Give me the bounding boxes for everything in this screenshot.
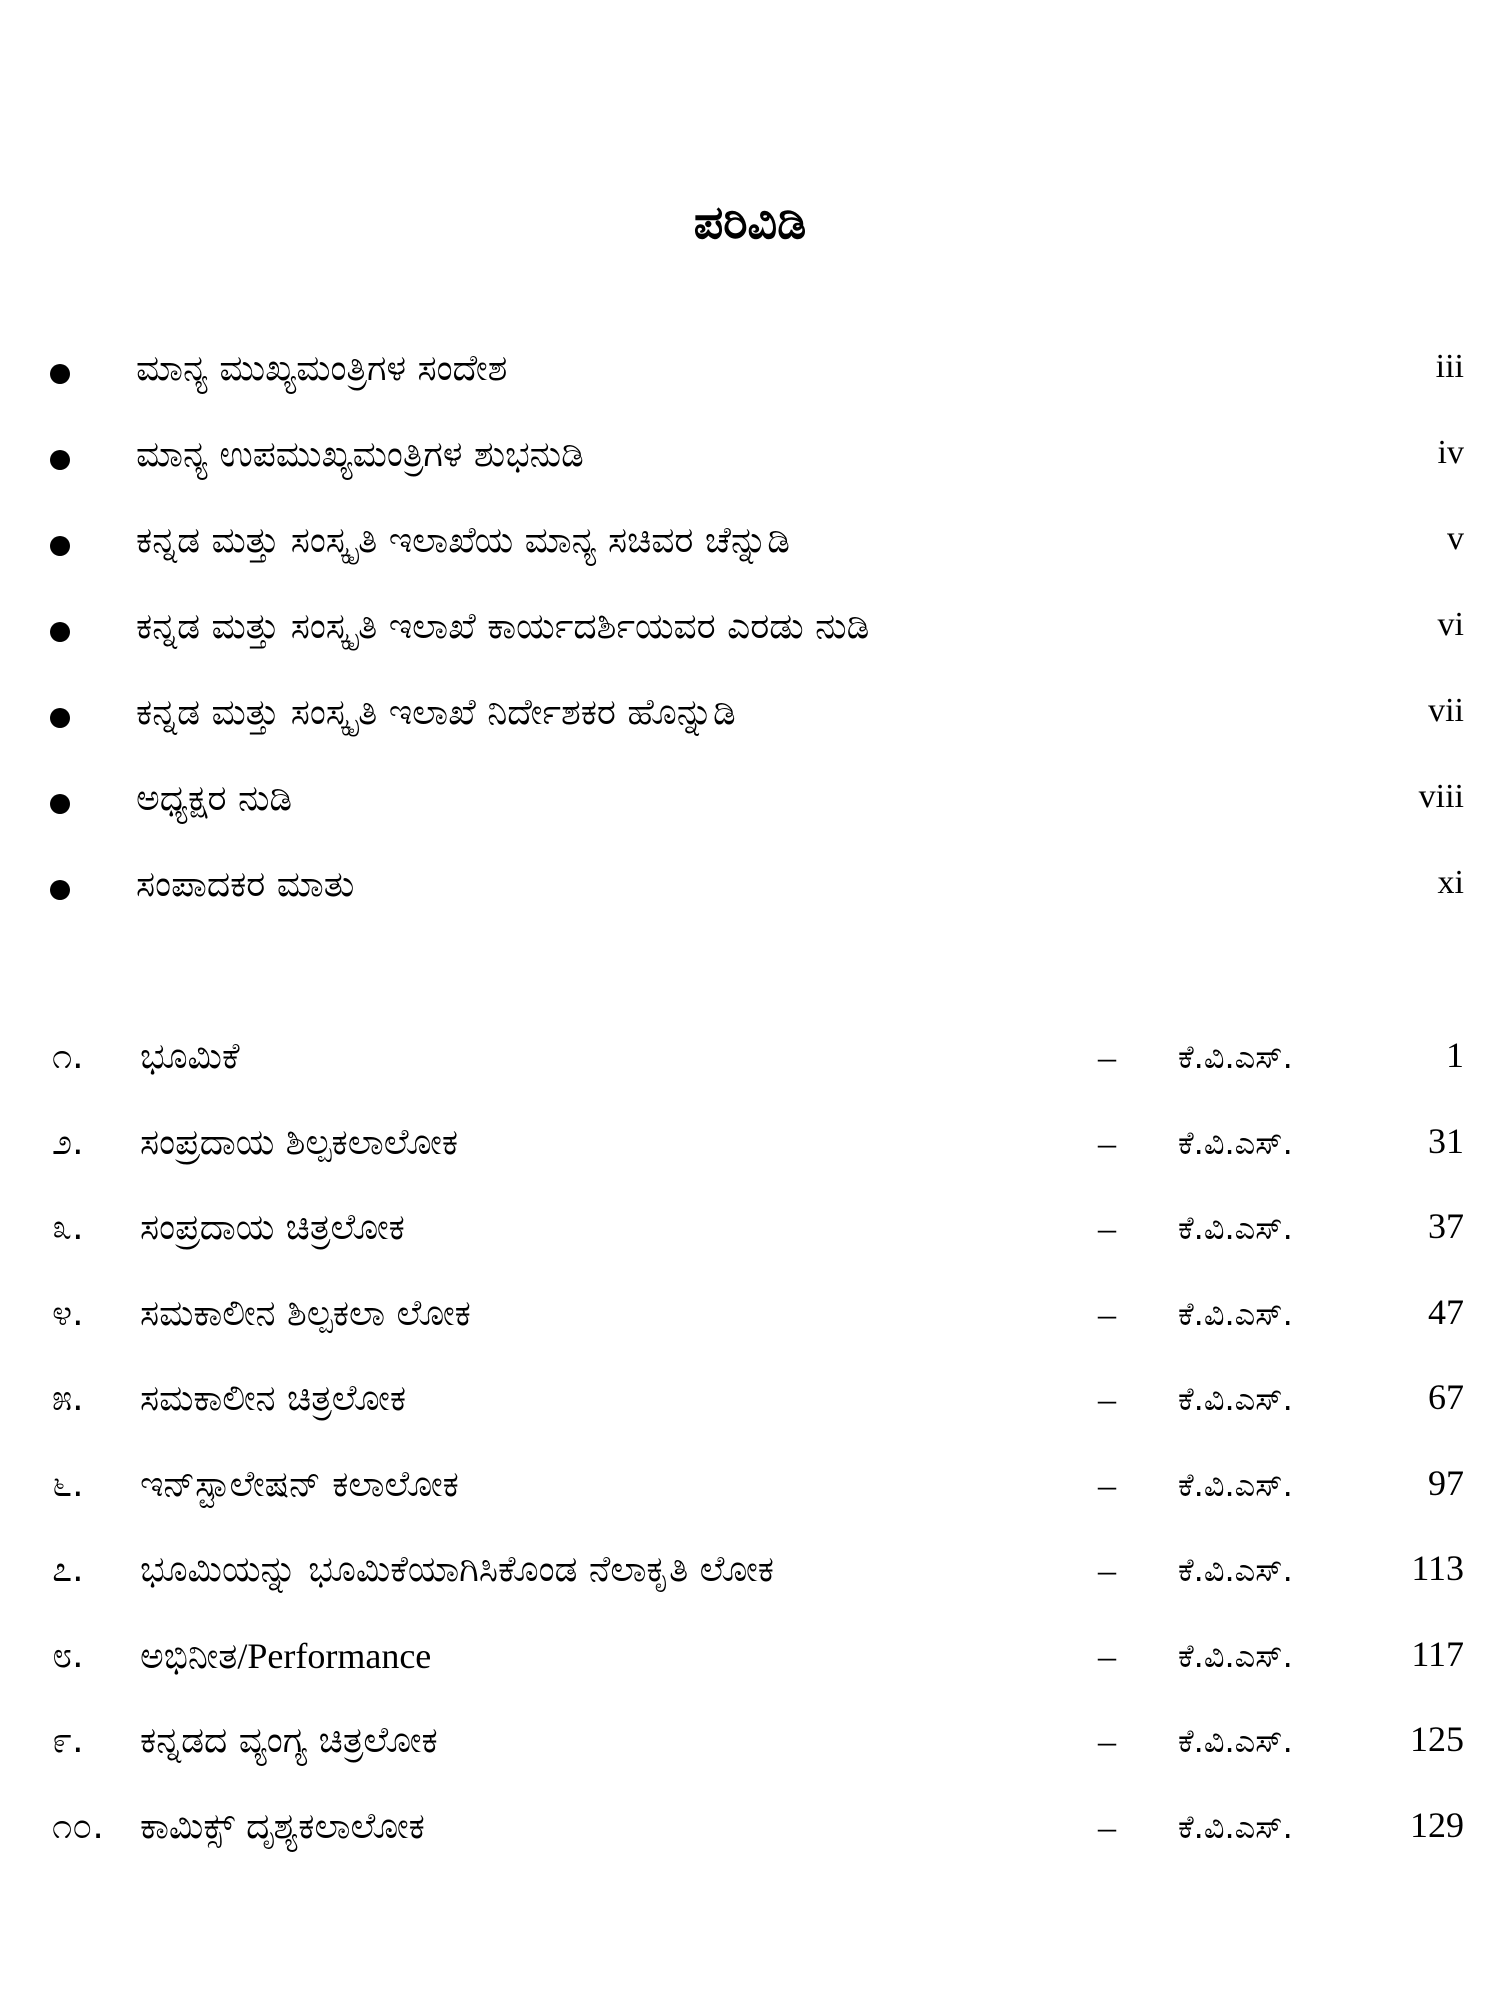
page-number: 125	[1410, 1719, 1464, 1759]
chapter-title: ಕಾಮಿಕ್ಸ್ ದೃಶ್ಯಕಲಾಲೋಕ	[140, 1805, 425, 1847]
chapter-row	[0, 1535, 1500, 1621]
chapter-title: ಭೂಮಿಯನ್ನು ಭೂಮಿಕೆಯಾಗಿಸಿಕೊಂಡ ನೆಲಾಕೃತಿ ಲೋಕ	[140, 1549, 774, 1590]
page-number: 97	[1428, 1462, 1464, 1503]
page-title: ಪರಿವಿಡಿ	[693, 195, 807, 249]
chapter-number: ೧೦.	[52, 1805, 104, 1847]
chapter-dash: –	[1098, 1208, 1116, 1248]
chapter-title: ಕನ್ನಡದ ವ್ಯಂಗ್ಯ ಚಿತ್ರಲೋಕ	[140, 1720, 438, 1761]
chapter-title: ಸಂಪ್ರದಾಯ ಚಿತ್ರಲೋಕ	[140, 1207, 405, 1248]
chapter-row	[0, 1450, 1500, 1536]
chapter-number: ೭.	[52, 1549, 84, 1590]
chapter-dash: –	[1098, 1037, 1116, 1077]
bullet-icon	[50, 794, 70, 814]
list-item	[0, 506, 1500, 592]
front-matter-label: ಸಂಪಾದಕರ ಮಾತು	[136, 864, 355, 905]
chapter-row	[0, 1279, 1500, 1365]
page-number: 47	[1428, 1291, 1464, 1332]
page-number: v	[1447, 520, 1464, 557]
chapter-dash: –	[1098, 1464, 1116, 1505]
chapter-number: ೨.	[52, 1121, 84, 1163]
page-number: 1	[1446, 1035, 1464, 1075]
front-matter-list	[0, 334, 1500, 936]
chapter-number: ೯.	[52, 1720, 84, 1761]
chapter-title: ಸಮಕಾಲೀನ ಶಿಲ್ಪಕಲಾ ಲೋಕ	[140, 1292, 471, 1334]
chapter-dash: –	[1098, 1635, 1116, 1676]
chapter-title: ಭೂಮಿಕೆ	[140, 1036, 240, 1077]
chapter-author: ಕೆ.ವಿ.ಎಸ್.	[1178, 1465, 1293, 1504]
list-item	[0, 420, 1500, 506]
chapter-dash: –	[1098, 1122, 1116, 1163]
page-number: 31	[1428, 1120, 1464, 1161]
chapter-number: ೬.	[52, 1463, 84, 1505]
chapter-title: ಅಭಿನೀತ/Performance	[140, 1635, 432, 1676]
chapter-author: ಕೆ.ವಿ.ಎಸ್.	[1178, 1038, 1293, 1076]
chapter-row	[0, 1792, 1500, 1878]
bullet-icon	[50, 364, 70, 384]
front-matter-label: ಅಧ್ಯಕ್ಷರ ನುಡಿ	[136, 778, 293, 819]
chapter-author: ಕೆ.ವಿ.ಎಸ್.	[1178, 1551, 1293, 1589]
page-number: 67	[1428, 1377, 1464, 1417]
page-number: 129	[1410, 1804, 1464, 1845]
chapter-author: ಕೆ.ವಿ.ಎಸ್.	[1178, 1209, 1293, 1247]
page-number: iv	[1437, 434, 1464, 471]
chapter-number: ೪.	[52, 1292, 84, 1334]
chapter-author: ಕೆ.ವಿ.ಎಸ್.	[1178, 1123, 1293, 1162]
chapter-row	[0, 1022, 1500, 1108]
page-number: vi	[1437, 606, 1464, 643]
chapter-author: ಕೆ.ವಿ.ಎಸ್.	[1178, 1722, 1293, 1760]
bullet-icon	[50, 450, 70, 470]
list-item	[0, 850, 1500, 936]
chapter-title: ಸಮಕಾಲೀನ ಚಿತ್ರಲೋಕ	[140, 1378, 407, 1419]
bullet-icon	[50, 708, 70, 728]
chapter-list	[0, 1022, 1500, 1877]
chapter-row	[0, 1706, 1500, 1792]
page-number: viii	[1418, 778, 1464, 815]
page-number: 113	[1411, 1548, 1464, 1588]
front-matter-label: ಕನ್ನಡ ಮತ್ತು ಸಂಸ್ಕೃತಿ ಇಲಾಖೆಯ ಮಾನ್ಯ ಸಚಿವರ ಚೆನ್ನುಡಿ	[136, 520, 790, 561]
chapter-dash: –	[1098, 1293, 1116, 1334]
chapter-number: ೮.	[52, 1634, 84, 1676]
list-item	[0, 334, 1500, 420]
chapter-number: ೩.	[52, 1207, 84, 1248]
chapter-dash: –	[1098, 1379, 1116, 1419]
chapter-row	[0, 1364, 1500, 1450]
chapter-row	[0, 1108, 1500, 1194]
chapter-dash: –	[1098, 1806, 1116, 1847]
chapter-dash: –	[1098, 1721, 1116, 1761]
page-number: xi	[1437, 864, 1464, 901]
page-number: iii	[1435, 348, 1464, 385]
chapter-number: ೫.	[52, 1378, 84, 1419]
chapter-author: ಕೆ.ವಿ.ಎಸ್.	[1178, 1636, 1293, 1675]
chapter-number: ೧.	[52, 1036, 84, 1077]
chapter-author: ಕೆ.ವಿ.ಎಸ್.	[1178, 1294, 1293, 1333]
list-item	[0, 678, 1500, 764]
list-item	[0, 592, 1500, 678]
front-matter-label: ಕನ್ನಡ ಮತ್ತು ಸಂಸ್ಕೃತಿ ಇಲಾಖೆ ಕಾರ್ಯದರ್ಶಿಯವರ ಎರಡು ನುಡಿ	[136, 606, 870, 647]
chapter-dash: –	[1098, 1550, 1116, 1590]
chapter-title: ಸಂಪ್ರದಾಯ ಶಿಲ್ಪಕಲಾಲೋಕ	[140, 1121, 459, 1163]
front-matter-label: ಕನ್ನಡ ಮತ್ತು ಸಂಸ್ಕೃತಿ ಇಲಾಖೆ ನಿರ್ದೇಶಕರ ಹೊನ್ನುಡಿ	[136, 692, 736, 733]
chapter-row	[0, 1193, 1500, 1279]
chapter-row	[0, 1621, 1500, 1707]
page-number: 117	[1411, 1633, 1464, 1674]
bullet-icon	[50, 622, 70, 642]
list-item	[0, 764, 1500, 850]
bullet-icon	[50, 536, 70, 556]
bullet-icon	[50, 880, 70, 900]
chapter-author: ಕೆ.ವಿ.ಎಸ್.	[1178, 1380, 1293, 1418]
chapter-title: ಇನ್‌ಸ್ಟಾಲೇಷನ್ ಕಲಾಲೋಕ	[140, 1463, 459, 1505]
page-number: vii	[1428, 692, 1464, 729]
page-number: 37	[1428, 1206, 1464, 1246]
front-matter-label: ಮಾನ್ಯ ಉಪಮುಖ್ಯಮಂತ್ರಿಗಳ ಶುಭನುಡಿ	[136, 434, 584, 475]
chapter-author: ಕೆ.ವಿ.ಎಸ್.	[1178, 1807, 1293, 1846]
front-matter-label: ಮಾನ್ಯ ಮುಖ್ಯಮಂತ್ರಿಗಳ ಸಂದೇಶ	[136, 348, 508, 389]
